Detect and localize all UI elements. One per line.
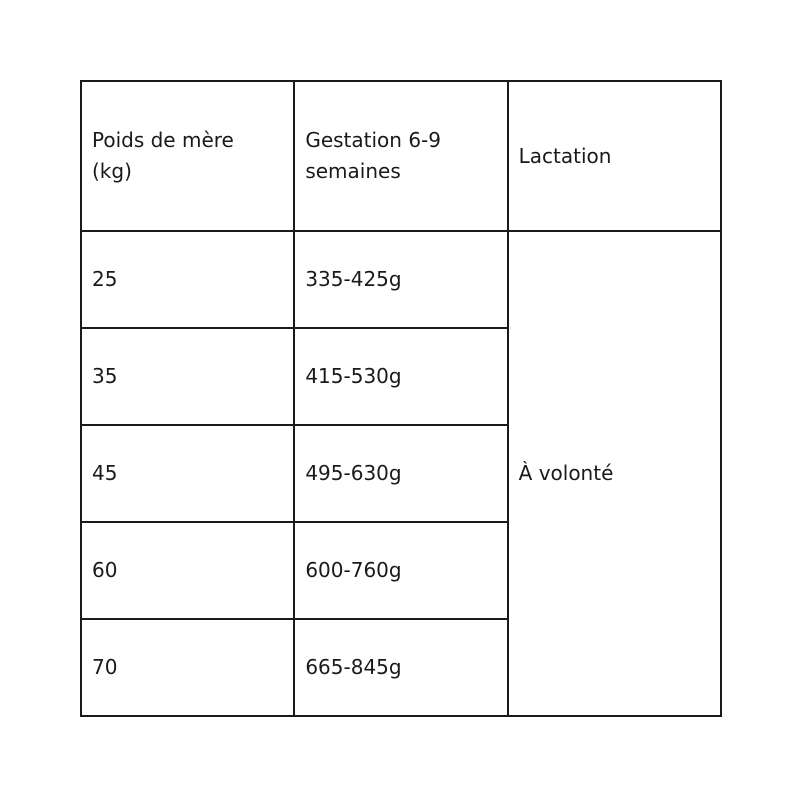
header-cell-lactation [508, 81, 721, 231]
gestation-cell: 600-760g [294, 522, 507, 619]
weight-cell: 70 [81, 619, 294, 716]
weight-cell: 35 [81, 328, 294, 425]
header-cell-gestation [294, 81, 507, 231]
gestation-cell: 665-845g [294, 619, 507, 716]
weight-cell: 60 [81, 522, 294, 619]
feeding-table [80, 80, 722, 717]
weight-cell: 25 [81, 231, 294, 328]
gestation-cell: 335-425g [294, 231, 507, 328]
weight-cell: 45 [81, 425, 294, 522]
gestation-cell: 495-630g [294, 425, 507, 522]
header-cell-weight [81, 81, 294, 231]
table-body [81, 231, 721, 716]
header-row [81, 81, 721, 231]
header-lactation-label: Lactation [518, 143, 612, 168]
lactation-cell: À volonté [508, 231, 721, 716]
table-header [81, 81, 721, 231]
header-gestation-label: Gestation 6-9 semaines [305, 128, 441, 183]
table-row [81, 231, 721, 328]
gestation-cell: 415-530g [294, 328, 507, 425]
header-weight-label: Poids de mère (kg) [92, 128, 234, 183]
